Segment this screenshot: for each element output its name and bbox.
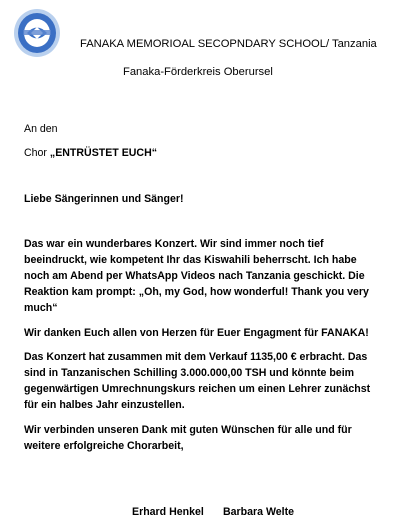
paragraph-1-line-3: noch am Abend per WhatsApp Videos nach Tanzania geschickt. Die [24, 270, 365, 282]
school-logo-icon [13, 8, 61, 58]
paragraph-1-line-1: Das war ein wunderbares Konzert. Wir sind immer noch tief [24, 238, 324, 250]
signature-name-1: Erhard Henkel [132, 506, 204, 518]
address-prefix: Chor [24, 147, 50, 159]
paragraph-1-line-4: Reaktion kam prompt: „Oh, my God, how wonderful! Thank you very [24, 286, 369, 298]
paragraph-4-line-1: Wir verbinden unseren Dank mit guten Wünschen für alle und für [24, 424, 352, 436]
paragraph-1-line-2: beeindruckt, wie kompetent Ihr das Kiswahili beherrscht. Ich habe [24, 254, 357, 266]
paragraph-3-line-4: für ein halbes Jahr einzustellen. [24, 399, 185, 411]
salutation: Liebe Sängerinnen und Sänger! [24, 193, 184, 205]
paragraph-1-line-5: much“ [24, 302, 58, 314]
association-name: Fanaka-Förderkreis Oberursel [123, 66, 273, 78]
school-name: FANAKA MEMORIOAL SECOPNDARY SCHOOL/ Tanzania [80, 38, 377, 50]
paragraph-2-line-1: Wir danken Euch allen von Herzen für Euer Engagment für FANAKA! [24, 327, 369, 339]
address-line-1: An den [24, 123, 58, 135]
choir-name: „ENTRÜSTET EUCH“ [49, 147, 158, 159]
signature-name-2: Barbara Welte [223, 506, 295, 518]
paragraph-3-line-2: sind in Tanzanischen Schilling 3.000.000,00 TSH und könnte beim [24, 367, 355, 379]
paragraph-4-line-2: weitere erfolgreiche Chorarbeit, [24, 440, 184, 452]
address-line-2 [24, 146, 157, 162]
paragraph-3-line-3: gegenwärtigen Umrechnungskurs reichen um einen Lehrer zunächst [24, 383, 371, 395]
paragraph-3-line-1: Das Konzert hat zusammen mit dem Verkauf 1135,00 € erbracht. Das [24, 351, 368, 363]
